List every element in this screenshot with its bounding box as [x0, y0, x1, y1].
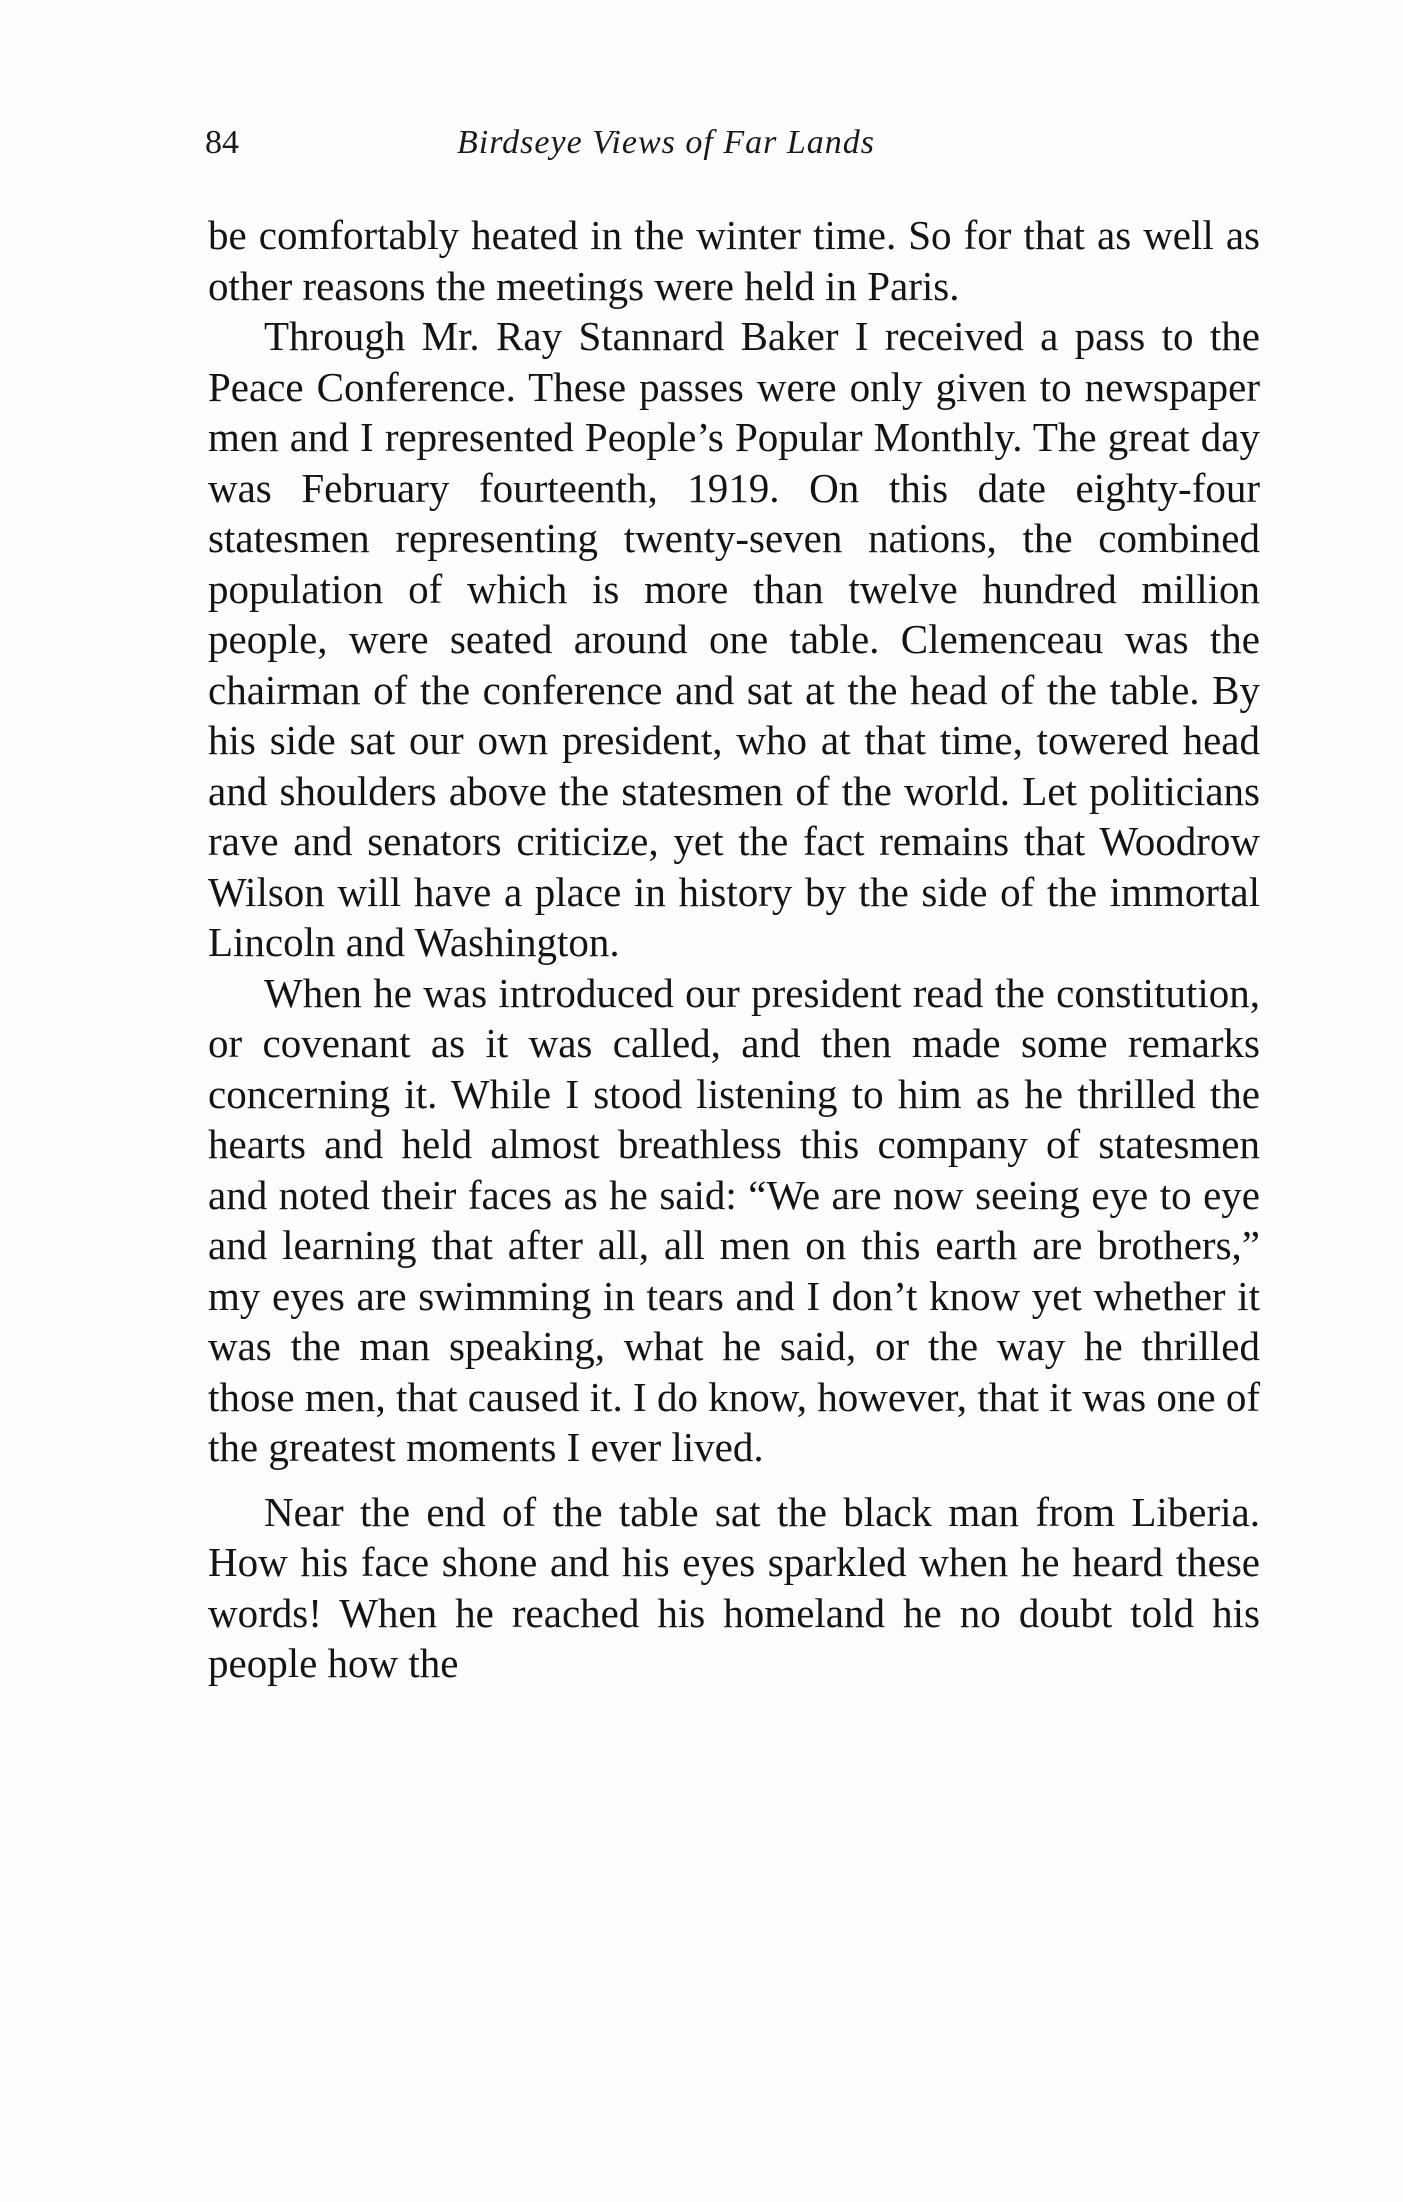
- paragraph: Through Mr. Ray Stannard Baker I received a pass to the Peace Conference. These passes were only given to newspaper men and I represented People’s Popular Monthly. The great day was February fourteenth, 1919. On this date eighty-four statesmen representing twenty-seven nations, the combined population of which is more than twelve hundred million people, were seated around one table. Clemenceau was the chairman of the conference and sat at the head of the table. By his side sat our own president, who at that time, towered head and shoulders above the statesmen of the world. Let politicians rave and senators criticize, yet the fact remains that Woodrow Wilson will have a place in history by the side of the immortal Lincoln and Washington.: [208, 313, 1260, 965]
- paragraph: When he was introduced our president read the constitution, or covenant as it was called, and then made some remarks concerning it. While I stood listening to him as he thrilled the hearts and held almost breathless this company of statesmen and noted their faces as he said: “We are now seeing eye to eye and learning that after all, all men on this earth are brothers,” my eyes are swimming in tears and I don’t know yet whether it was the man speaking, what he said, or the way he thrilled those men, that caused it. I do know, however, that it was one of the greatest moments I ever lived.: [208, 969, 1260, 1470]
- body-text: [208, 210, 1260, 1689]
- paragraph: Near the end of the table sat the black man from Liberia. How his face shone and his eyes sparkled when he heard these words! When he reached his homeland he no doubt told his people how the: [208, 1488, 1260, 1686]
- page-number: 84: [205, 124, 239, 161]
- paragraph: be comfortably heated in the winter time. So for that as well as other reasons the meetings were held in Paris.: [208, 212, 1260, 309]
- running-title: Birdseye Views of Far Lands: [457, 124, 875, 161]
- page-header: [205, 118, 1275, 178]
